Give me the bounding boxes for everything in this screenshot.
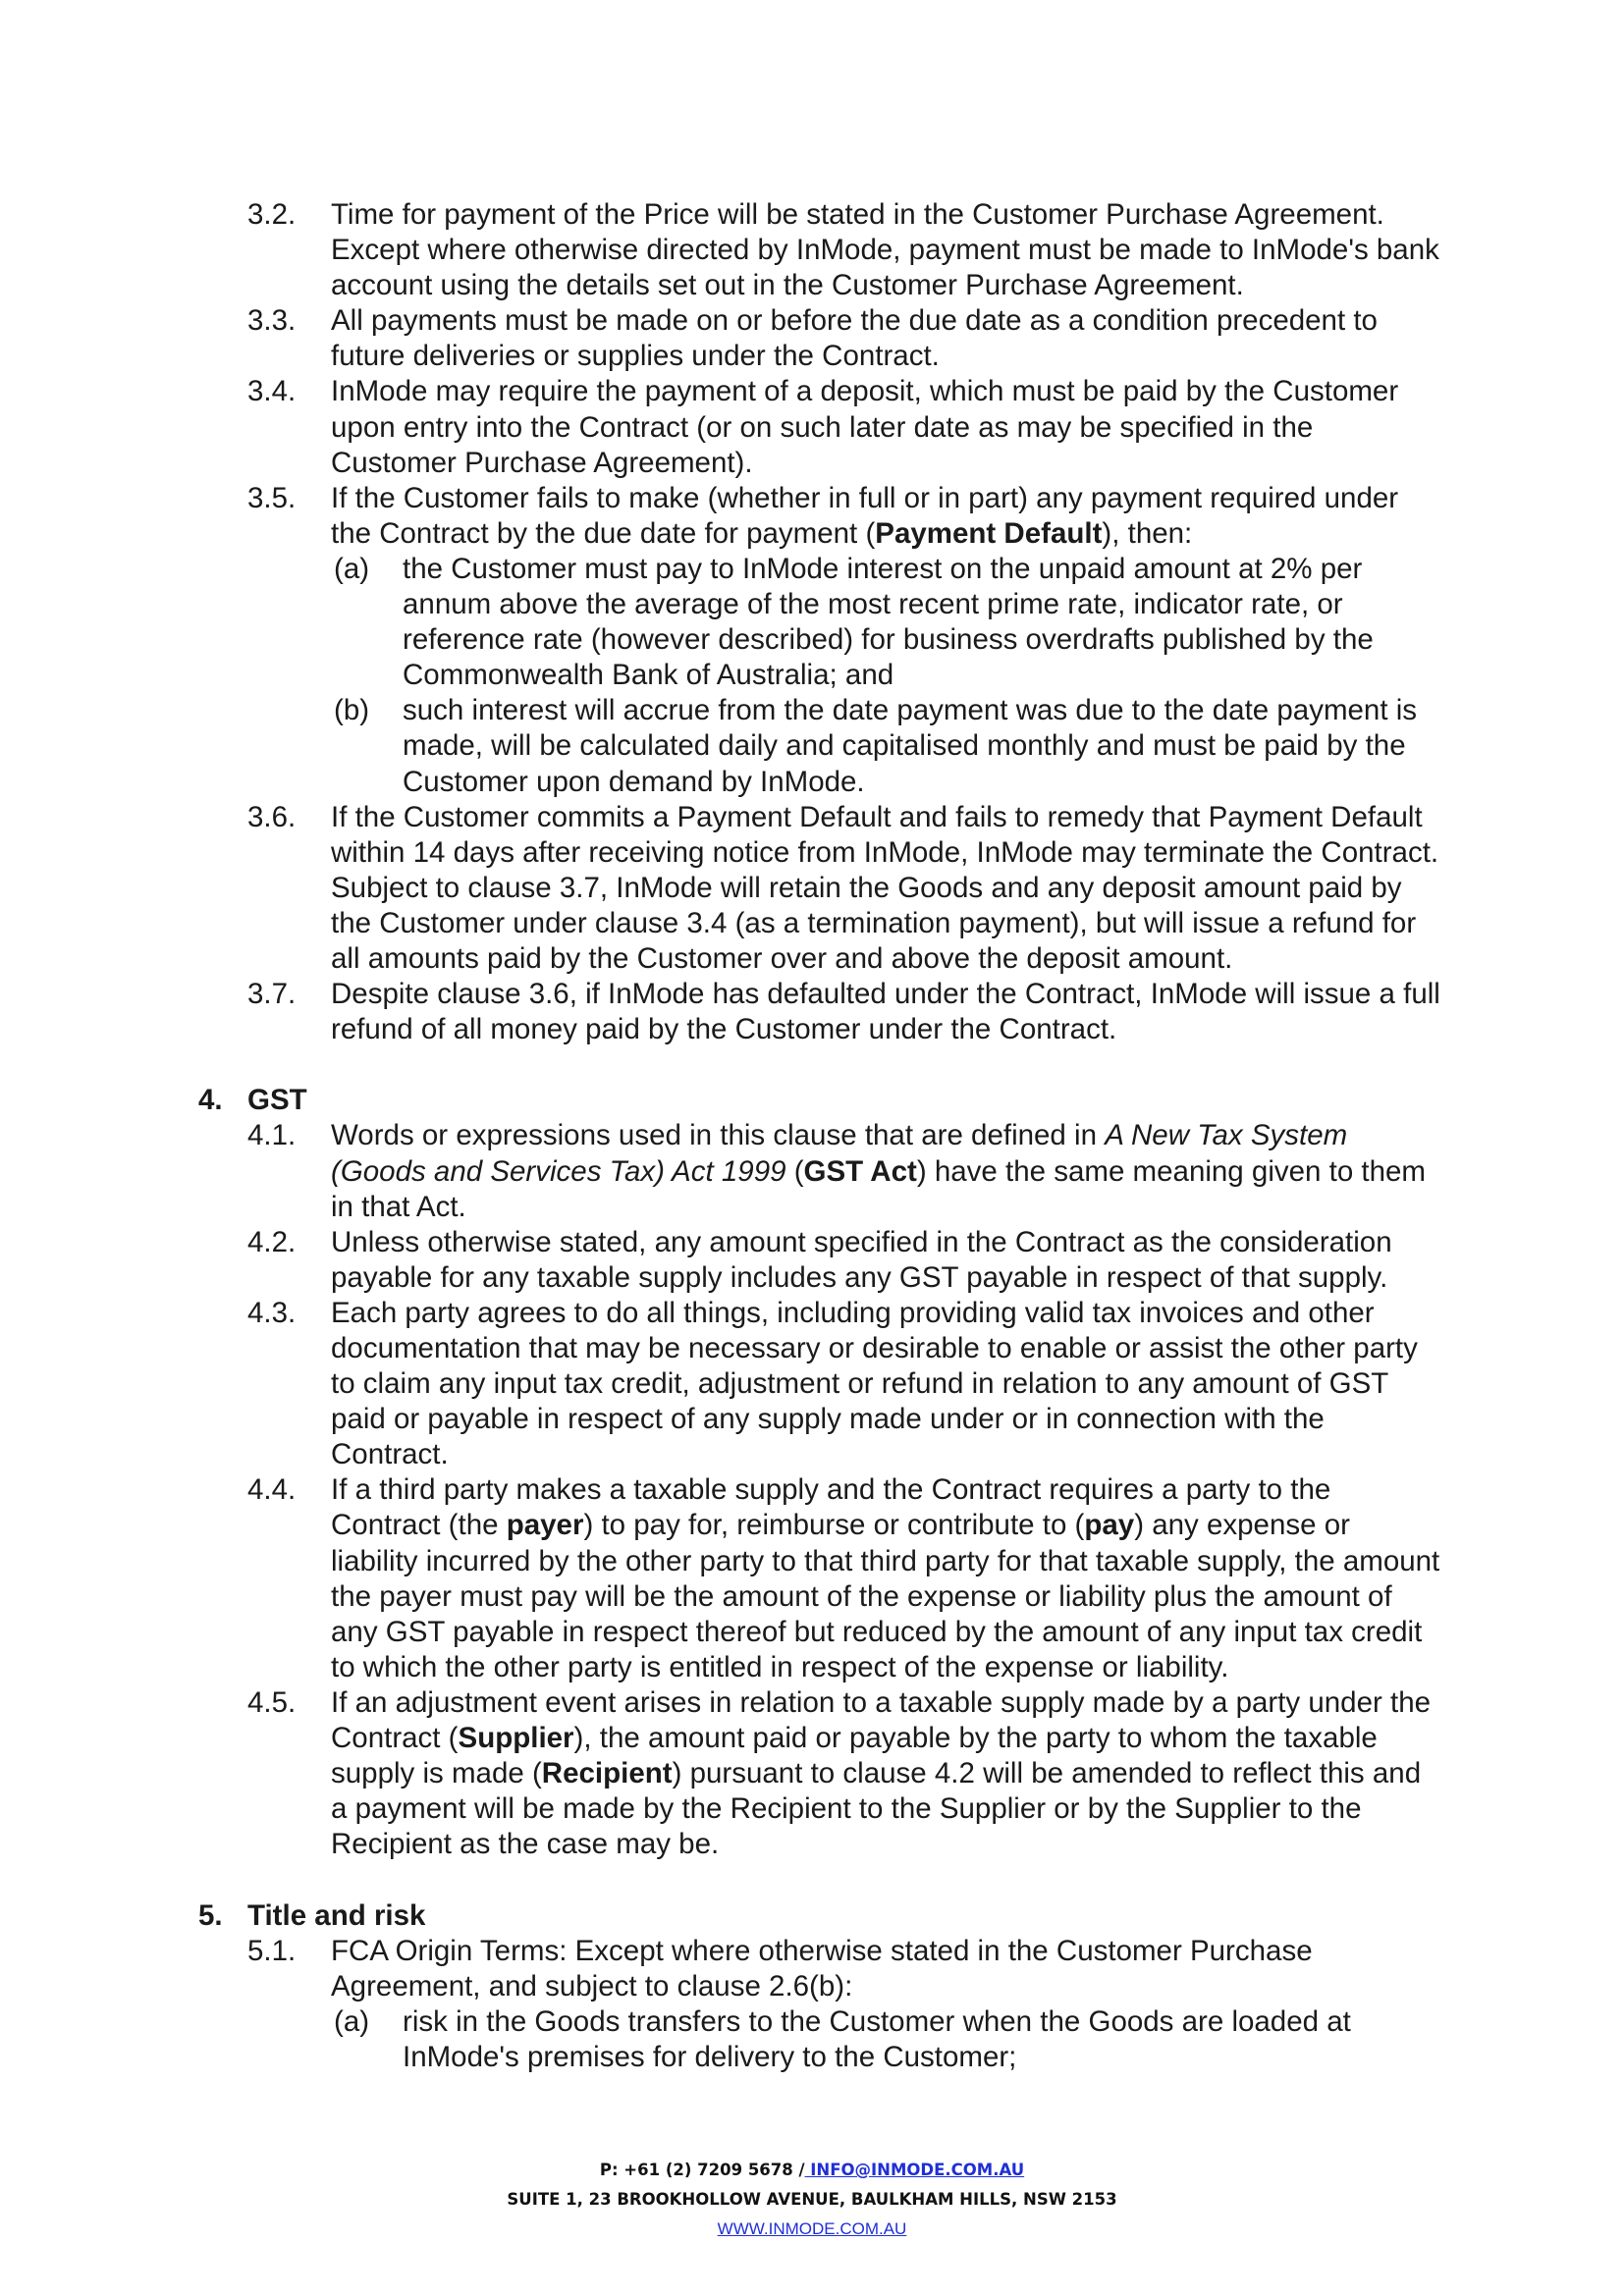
clause-text-line: If the Customer commits a Payment Default and fails to remedy that Payment Default — [331, 800, 1423, 833]
clause-text-line: in that Act. — [331, 1190, 466, 1223]
page-footer — [0, 2156, 1624, 2244]
clause-number: 3.3. — [247, 304, 297, 338]
subclause-3-5-a — [0, 552, 1624, 693]
text-run: ( — [785, 1154, 804, 1188]
clause-number: 3.7. — [247, 978, 297, 1011]
text-run: Contract ( — [331, 1722, 459, 1755]
clause-text-line: If an adjustment event arises in relation to a taxable supply made by a party under the — [331, 1685, 1432, 1719]
text-run: Contract (the — [331, 1509, 507, 1542]
footer-contact-line — [0, 2156, 1624, 2185]
clause-text-line — [331, 1508, 1624, 1543]
clause-text-line: If the Customer fails to make (whether in full or in part) any payment required under — [331, 481, 1399, 514]
text-run: ) any expense or — [1134, 1509, 1350, 1542]
subclause-text-line: made, will be calculated daily and capitalised monthly and must be paid by the — [403, 729, 1406, 763]
clause-text-line: payable for any taxable supply includes any GST payable in respect of that supply. — [331, 1260, 1388, 1294]
clause-3-3 — [0, 303, 1624, 374]
clause-text-line: Recipient as the case may be. — [331, 1828, 720, 1861]
clause-text-line: InMode may require the payment of a deposit, which must be paid by the Customer — [331, 375, 1399, 408]
clause-text-line: within 14 days after receiving notice from InMode, InMode may terminate the Contract. — [331, 835, 1439, 869]
clause-text-line: Despite clause 3.6, if InMode has defaulted under the Contract, InMode will issue a full — [331, 978, 1440, 1011]
clause-text-line — [331, 1118, 1624, 1153]
clause-number: 5.1. — [247, 1934, 297, 1967]
clause-text-line: a payment will be made by the Recipient to the Supplier or by the Supplier to the — [331, 1792, 1362, 1826]
subclause-3-5-b — [0, 693, 1624, 799]
subclause-letter: (b) — [334, 694, 370, 727]
clause-5-1 — [0, 1934, 1624, 2004]
section-title: Title and risk — [247, 1898, 426, 1932]
clause-text-line — [331, 1154, 1624, 1190]
clause-4-5 — [0, 1685, 1624, 1862]
clause-number: 4.2. — [247, 1225, 297, 1258]
clause-text-line: the payer must pay will be the amount of the expense or liability plus the amount of — [331, 1579, 1392, 1613]
spacer — [0, 1862, 1624, 1897]
clause-3-5 — [0, 481, 1624, 552]
subclause-text-line: Commonwealth Bank of Australia; and — [403, 659, 894, 692]
clause-number: 4.1. — [247, 1119, 297, 1152]
section-heading-gst — [0, 1083, 1624, 1118]
text-run: the Contract by the due date for payment ( — [331, 516, 876, 550]
clause-text-line: to claim any input tax credit, adjustment or refund in relation to any amount of GST — [331, 1367, 1389, 1401]
text-run: ) have the same meaning given to them — [916, 1154, 1427, 1188]
clause-text-line: Subject to clause 3.7, InMode will retain the Goods and any deposit amount paid by — [331, 871, 1402, 904]
clause-number: 4.5. — [247, 1685, 297, 1719]
text-run: supply is made ( — [331, 1757, 542, 1790]
text-run: ), then: — [1102, 516, 1193, 550]
clause-text-line: paid or payable in respect of any supply made under or in connection with the — [331, 1403, 1325, 1436]
clause-text-line — [331, 1756, 1624, 1791]
subclause-text-line: such interest will accrue from the date payment was due to the date payment is — [403, 694, 1418, 727]
clause-text-line: liability incurred by the other party to that third party for that taxable supply, the amount — [331, 1544, 1440, 1577]
text-run: ) to pay for, reimburse or contribute to ( — [583, 1509, 1085, 1542]
clause-3-7 — [0, 977, 1624, 1047]
subclause-text-line: the Customer must pay to InMode interest on the unpaid amount at 2% per — [403, 552, 1363, 585]
clause-text-line: the Customer under clause 3.4 (as a termination payment), but will issue a refund for — [331, 906, 1417, 939]
defined-term: Supplier — [458, 1722, 574, 1755]
act-title: (Goods and Services Tax) Act 1999 — [331, 1154, 786, 1188]
subclause-text-line: InMode's premises for delivery to the Customer; — [403, 2040, 1017, 2073]
footer-email-link[interactable]: INFO@INMODE.COM.AU — [804, 2161, 1025, 2179]
clause-text-line: to which the other party is entitled in respect of the expense or liability. — [331, 1650, 1229, 1683]
text-run: ) pursuant to clause 4.2 will be amended to reflect this and — [672, 1757, 1422, 1790]
clause-4-4 — [0, 1472, 1624, 1685]
clause-3-6 — [0, 800, 1624, 977]
clause-text-line: upon entry into the Contract (or on such later date as may be specified in the — [331, 410, 1314, 444]
section-heading-title-and-risk — [0, 1898, 1624, 1934]
clause-text-line: refund of all money paid by the Customer under the Contract. — [331, 1013, 1117, 1046]
clause-text-line: any GST payable in respect thereof but reduced by the amount of any input tax credit — [331, 1615, 1423, 1648]
clause-text-line: Time for payment of the Price will be stated in the Customer Purchase Agreement. — [331, 198, 1384, 231]
clause-4-3 — [0, 1296, 1624, 1472]
clause-3-4 — [0, 374, 1624, 480]
act-title: A New Tax System — [1105, 1119, 1348, 1152]
defined-term: pay — [1084, 1509, 1135, 1542]
clause-text-line: documentation that may be necessary or desirable to enable or assist the other party — [331, 1332, 1418, 1364]
subclause-letter: (a) — [334, 552, 370, 585]
clause-text-line: all amounts paid by the Customer over and above the deposit amount. — [331, 941, 1233, 975]
clause-4-2 — [0, 1225, 1624, 1296]
clause-text-line: Each party agrees to do all things, including providing valid tax invoices and other — [331, 1296, 1375, 1329]
clause-text-line: future deliveries or supplies under the Contract. — [331, 340, 940, 373]
clause-text-line: If a third party makes a taxable supply and the Contract requires a party to the — [331, 1473, 1331, 1507]
subclause-text-line: risk in the Goods transfers to the Customer when the Goods are loaded at — [403, 2004, 1351, 2038]
clause-text-line: FCA Origin Terms: Except where otherwise stated in the Customer Purchase — [331, 1934, 1313, 1967]
section-number: 5. — [198, 1898, 223, 1932]
defined-term: Recipient — [541, 1757, 673, 1790]
footer-address: SUITE 1, 23 BROOKHOLLOW AVENUE, BAULKHAM HILLS, NSW 2153 — [507, 2190, 1117, 2209]
clause-4-1 — [0, 1118, 1624, 1224]
clause-number: 4.3. — [247, 1296, 297, 1329]
clause-text-line: Except where otherwise directed by InMode, payment must be made to InMode's bank — [331, 234, 1439, 267]
clause-3-2 — [0, 197, 1624, 303]
subclause-text-line: reference rate (however described) for business overdrafts published by the — [403, 623, 1374, 657]
clause-text-line: Customer Purchase Agreement). — [331, 446, 753, 479]
clause-number: 3.6. — [247, 800, 297, 833]
defined-term: GST Act — [803, 1154, 917, 1188]
clause-text-line: Contract. — [331, 1438, 449, 1471]
text-run: Words or expressions used in this clause that are defined in — [331, 1119, 1106, 1152]
spacer — [0, 1047, 1624, 1083]
document-body — [0, 197, 1624, 2075]
subclause-text-line: Customer upon demand by InMode. — [403, 765, 865, 798]
clause-text-line: All payments must be made on or before the due date as a condition precedent to — [331, 304, 1378, 338]
clause-text-line — [331, 1721, 1624, 1756]
section-title: GST — [247, 1084, 307, 1117]
section-number: 4. — [198, 1084, 223, 1117]
footer-website-link[interactable]: WWW.INMODE.COM.AU — [717, 2219, 907, 2238]
clause-number: 3.5. — [247, 481, 297, 514]
subclause-5-1-a — [0, 2004, 1624, 2075]
clause-number: 3.2. — [247, 198, 297, 231]
subclause-letter: (a) — [334, 2004, 370, 2038]
footer-phone: P: +61 (2) 7209 5678 / — [599, 2161, 805, 2179]
clause-number: 4.4. — [247, 1473, 297, 1507]
footer-website-line — [0, 2215, 1624, 2244]
subclause-text-line: annum above the average of the most recent prime rate, indicator rate, or — [403, 588, 1343, 621]
text-run: ), the amount paid or payable by the party to whom the taxable — [573, 1722, 1378, 1755]
clause-text-line: Unless otherwise stated, any amount specified in the Contract as the consideration — [331, 1225, 1392, 1258]
clause-text-line — [331, 516, 1624, 552]
defined-term: payer — [506, 1509, 584, 1542]
clause-text-line: Agreement, and subject to clause 2.6(b): — [331, 1969, 853, 2002]
clause-number: 3.4. — [247, 375, 297, 408]
defined-term: Payment Default — [875, 516, 1103, 550]
clause-text-line: account using the details set out in the Customer Purchase Agreement. — [331, 269, 1244, 302]
